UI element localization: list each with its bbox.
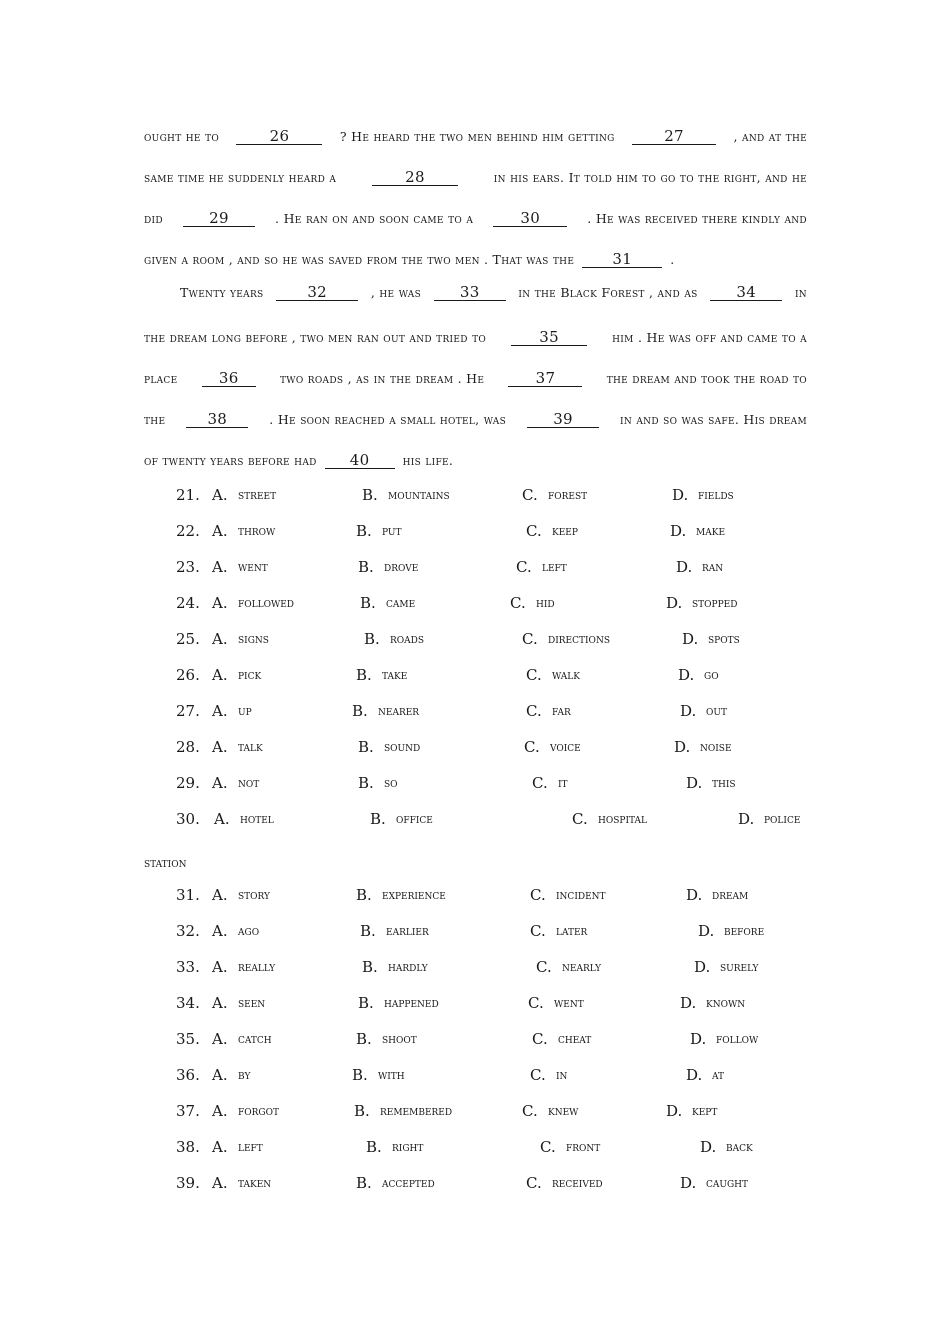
option-label-a: A. bbox=[212, 1138, 228, 1156]
option-label-a: A. bbox=[212, 1102, 228, 1120]
option-c: cheat bbox=[558, 1032, 592, 1047]
option-d: go bbox=[704, 668, 719, 683]
option-c: walk bbox=[552, 668, 581, 683]
option-b: experience bbox=[382, 888, 446, 903]
passage-line bbox=[144, 128, 807, 148]
option-c: voice bbox=[550, 740, 581, 755]
option-a: followed bbox=[238, 596, 294, 611]
option-label-d: D. bbox=[680, 702, 697, 720]
passage-line bbox=[144, 169, 807, 189]
option-d: fields bbox=[698, 488, 734, 503]
passage-text: . He soon reached a small hotel, was bbox=[269, 412, 507, 427]
passage-line bbox=[144, 251, 807, 271]
option-d: back bbox=[726, 1140, 753, 1155]
option-label-d: D. bbox=[694, 958, 711, 976]
answer-blank: 26 bbox=[236, 128, 322, 145]
option-c: front bbox=[566, 1140, 601, 1155]
passage-text: given a room , and so he was saved from the two men . That was the bbox=[144, 252, 575, 267]
question-number: 27. bbox=[176, 702, 200, 720]
option-label-d: D. bbox=[678, 666, 695, 684]
option-a: not bbox=[238, 776, 260, 791]
option-a: catch bbox=[238, 1032, 272, 1047]
option-label-c: C. bbox=[530, 886, 546, 904]
option-label-b: B. bbox=[356, 1174, 372, 1192]
option-c: incident bbox=[556, 888, 606, 903]
passage-line bbox=[144, 210, 807, 230]
option-a: taken bbox=[238, 1176, 272, 1191]
option-label-a: A. bbox=[212, 1030, 228, 1048]
passage-text: . He was received there kindly and bbox=[587, 211, 807, 226]
question-row bbox=[176, 558, 816, 580]
option-label-d: D. bbox=[690, 1030, 707, 1048]
answer-blank: 36 bbox=[202, 370, 256, 387]
option-b: happened bbox=[384, 996, 439, 1011]
question-number: 22. bbox=[176, 522, 200, 540]
passage-text: ? He heard the two men behind him getting bbox=[339, 129, 615, 144]
option-label-a: A. bbox=[214, 810, 230, 828]
passage-text: the bbox=[144, 412, 166, 427]
option-c: later bbox=[556, 924, 588, 939]
option-a: signs bbox=[238, 632, 269, 647]
option-label-c: C. bbox=[526, 666, 542, 684]
option-d: make bbox=[696, 524, 726, 539]
option-label-c: C. bbox=[526, 522, 542, 540]
question-row bbox=[176, 702, 816, 724]
passage-text: Twenty years bbox=[180, 285, 264, 300]
option-label-b: B. bbox=[366, 1138, 382, 1156]
passage-text: in and so was safe. His dream bbox=[620, 412, 807, 427]
option-label-b: B. bbox=[358, 774, 374, 792]
option-c: received bbox=[552, 1176, 603, 1191]
option-label-d: D. bbox=[670, 522, 687, 540]
option-a: up bbox=[238, 704, 252, 719]
option-label-d: D. bbox=[680, 994, 697, 1012]
option-label-b: B. bbox=[352, 702, 368, 720]
option-b: office bbox=[396, 812, 433, 827]
question-row bbox=[176, 1030, 816, 1052]
option-label-c: C. bbox=[532, 774, 548, 792]
passage-text: of twenty years before had bbox=[144, 453, 317, 468]
option-label-b: B. bbox=[362, 958, 378, 976]
option-a: throw bbox=[238, 524, 276, 539]
option-label-a: A. bbox=[212, 1174, 228, 1192]
answer-blank: 34 bbox=[710, 284, 782, 301]
question-number: 39. bbox=[176, 1174, 200, 1192]
option-label-b: B. bbox=[358, 994, 374, 1012]
answer-blank: 35 bbox=[511, 329, 587, 346]
option-a: story bbox=[238, 888, 270, 903]
option-a: hotel bbox=[240, 812, 274, 827]
option-d: this bbox=[712, 776, 736, 791]
question-row bbox=[176, 1174, 816, 1196]
option-label-c: C. bbox=[528, 994, 544, 1012]
option-b: accepted bbox=[382, 1176, 435, 1191]
option-label-c: C. bbox=[526, 1174, 542, 1192]
answer-blank: 27 bbox=[632, 128, 716, 145]
option-label-a: A. bbox=[212, 522, 228, 540]
answer-blank: 30 bbox=[493, 210, 567, 227]
option-label-a: A. bbox=[212, 774, 228, 792]
option-label-a: A. bbox=[212, 486, 228, 504]
answer-blank: 29 bbox=[183, 210, 255, 227]
option-d: caught bbox=[706, 1176, 749, 1191]
option-label-c: C. bbox=[540, 1138, 556, 1156]
option-d: surely bbox=[720, 960, 759, 975]
option-label-c: C. bbox=[526, 702, 542, 720]
passage-text: in his ears. It told him to go to the right, and he bbox=[493, 170, 807, 185]
passage-text: . bbox=[670, 252, 675, 267]
option-label-a: A. bbox=[212, 886, 228, 904]
question-row bbox=[176, 922, 816, 944]
option-b: hardly bbox=[388, 960, 428, 975]
option-label-d: D. bbox=[676, 558, 693, 576]
question-row bbox=[176, 810, 816, 832]
option-label-b: B. bbox=[358, 738, 374, 756]
passage-line bbox=[144, 411, 807, 431]
option-label-a: A. bbox=[212, 558, 228, 576]
question-row bbox=[176, 594, 816, 616]
option-label-c: C. bbox=[532, 1030, 548, 1048]
passage-text: , he was bbox=[370, 285, 422, 300]
question-number: 25. bbox=[176, 630, 200, 648]
option-label-a: A. bbox=[212, 922, 228, 940]
question-number: 29. bbox=[176, 774, 200, 792]
option-label-c: C. bbox=[524, 738, 540, 756]
option-d: dream bbox=[712, 888, 749, 903]
question-row bbox=[176, 1102, 816, 1124]
option-label-d: D. bbox=[738, 810, 755, 828]
option-c: hid bbox=[536, 596, 555, 611]
answer-blank: 28 bbox=[372, 169, 458, 186]
option-label-d: D. bbox=[666, 594, 683, 612]
passage-line bbox=[144, 370, 807, 390]
passage-text: , and at the bbox=[733, 129, 807, 144]
option-b: mountains bbox=[388, 488, 450, 503]
question-number: 26. bbox=[176, 666, 200, 684]
option-label-d: D. bbox=[666, 1102, 683, 1120]
answer-blank: 39 bbox=[527, 411, 599, 428]
option-b: shoot bbox=[382, 1032, 417, 1047]
passage-text: same time he suddenly heard a bbox=[144, 170, 337, 185]
answer-blank: 31 bbox=[582, 251, 662, 268]
option-label-a: A. bbox=[212, 958, 228, 976]
passage-text: two roads , as in the dream . He bbox=[279, 371, 485, 386]
question-number: 38. bbox=[176, 1138, 200, 1156]
option-label-d: D. bbox=[672, 486, 689, 504]
option-c: keep bbox=[552, 524, 578, 539]
option-label-d: D. bbox=[686, 886, 703, 904]
option-label-b: B. bbox=[356, 1030, 372, 1048]
option-label-b: B. bbox=[358, 558, 374, 576]
question-row bbox=[176, 1066, 816, 1088]
option-label-c: C. bbox=[510, 594, 526, 612]
option-label-c: C. bbox=[536, 958, 552, 976]
answer-blank: 32 bbox=[276, 284, 358, 301]
passage-text: in the Black Forest , and as bbox=[518, 285, 698, 300]
option-d: before bbox=[724, 924, 765, 939]
option-label-b: B. bbox=[360, 922, 376, 940]
option-d: spots bbox=[708, 632, 740, 647]
answer-blank: 33 bbox=[434, 284, 506, 301]
option-a: by bbox=[238, 1068, 251, 1083]
passage-line bbox=[144, 329, 807, 349]
option-label-a: A. bbox=[212, 630, 228, 648]
option-d: ran bbox=[702, 560, 724, 575]
option-c: knew bbox=[548, 1104, 579, 1119]
option-label-a: A. bbox=[212, 1066, 228, 1084]
question-number: 23. bbox=[176, 558, 200, 576]
option-d: out bbox=[706, 704, 727, 719]
option-a: left bbox=[238, 1140, 263, 1155]
question-row bbox=[176, 522, 816, 544]
passage-text: his life. bbox=[402, 453, 454, 468]
question-row bbox=[176, 630, 816, 652]
option-label-c: C. bbox=[522, 486, 538, 504]
option-label-b: B. bbox=[362, 486, 378, 504]
option-c: in bbox=[556, 1068, 568, 1083]
option-label-d: D. bbox=[686, 774, 703, 792]
option-b: so bbox=[384, 776, 398, 791]
option-label-b: B. bbox=[356, 666, 372, 684]
question-number: 35. bbox=[176, 1030, 200, 1048]
option-label-b: B. bbox=[356, 522, 372, 540]
option-b: right bbox=[392, 1140, 424, 1155]
option-c: directions bbox=[548, 632, 610, 647]
answer-blank: 37 bbox=[508, 370, 582, 387]
option-c: it bbox=[558, 776, 568, 791]
option-label-d: D. bbox=[682, 630, 699, 648]
passage-line bbox=[144, 452, 807, 472]
option-b: drove bbox=[384, 560, 419, 575]
option-c: forest bbox=[548, 488, 588, 503]
option-d: kept bbox=[692, 1104, 718, 1119]
question-number: 33. bbox=[176, 958, 200, 976]
passage-line bbox=[144, 284, 807, 304]
option-label-c: C. bbox=[572, 810, 588, 828]
option-d: noise bbox=[700, 740, 732, 755]
option-label-b: B. bbox=[360, 594, 376, 612]
option-label-a: A. bbox=[212, 666, 228, 684]
option-label-c: C. bbox=[516, 558, 532, 576]
option-b: nearer bbox=[378, 704, 420, 719]
option-b: remembered bbox=[380, 1104, 453, 1119]
question-number: 37. bbox=[176, 1102, 200, 1120]
option-b: roads bbox=[390, 632, 425, 647]
option-b: earlier bbox=[386, 924, 429, 939]
question-number: 32. bbox=[176, 922, 200, 940]
option-a: seen bbox=[238, 996, 266, 1011]
option-label-c: C. bbox=[522, 630, 538, 648]
question-row bbox=[176, 1138, 816, 1160]
option-b: put bbox=[382, 524, 402, 539]
question-number: 34. bbox=[176, 994, 200, 1012]
question-row bbox=[176, 886, 816, 908]
option-label-d: D. bbox=[686, 1066, 703, 1084]
question-number: 31. bbox=[176, 886, 200, 904]
option-d: police bbox=[764, 812, 801, 827]
passage-text: . He ran on and soon came to a bbox=[275, 211, 474, 226]
option-label-b: B. bbox=[364, 630, 380, 648]
option-c: nearly bbox=[562, 960, 602, 975]
question-number: 30. bbox=[176, 810, 200, 828]
option-a: ago bbox=[238, 924, 260, 939]
option-a: street bbox=[238, 488, 277, 503]
option-label-b: B. bbox=[352, 1066, 368, 1084]
passage-text: in bbox=[794, 285, 807, 300]
option-c: went bbox=[554, 996, 584, 1011]
option-b: take bbox=[382, 668, 408, 683]
passage-text: the dream and took the road to bbox=[606, 371, 807, 386]
option-d: at bbox=[712, 1068, 725, 1083]
passage-text: did bbox=[144, 211, 163, 226]
option-a: really bbox=[238, 960, 276, 975]
option-label-a: A. bbox=[212, 594, 228, 612]
option-d: follow bbox=[716, 1032, 759, 1047]
option-label-d: D. bbox=[674, 738, 691, 756]
option-label-a: A. bbox=[212, 738, 228, 756]
passage-text: the dream long before , two men ran out and tried to bbox=[144, 330, 487, 345]
option-d-continuation: station bbox=[144, 856, 187, 871]
question-number: 21. bbox=[176, 486, 200, 504]
passage-text: ought he to bbox=[144, 129, 220, 144]
option-a: forgot bbox=[238, 1104, 279, 1119]
option-label-b: B. bbox=[354, 1102, 370, 1120]
question-row bbox=[176, 486, 816, 508]
question-row bbox=[176, 666, 816, 688]
option-c: left bbox=[542, 560, 567, 575]
question-row bbox=[176, 774, 816, 796]
option-a: went bbox=[238, 560, 268, 575]
option-d: stopped bbox=[692, 596, 738, 611]
option-a: talk bbox=[238, 740, 263, 755]
option-d: known bbox=[706, 996, 746, 1011]
passage-text: him . He was off and came to a bbox=[612, 330, 807, 345]
option-label-a: A. bbox=[212, 994, 228, 1012]
option-label-d: D. bbox=[700, 1138, 717, 1156]
option-label-b: B. bbox=[370, 810, 386, 828]
option-c: far bbox=[552, 704, 571, 719]
question-row bbox=[176, 738, 816, 760]
option-label-c: C. bbox=[530, 922, 546, 940]
option-label-a: A. bbox=[212, 702, 228, 720]
answer-blank: 40 bbox=[325, 452, 395, 469]
question-row bbox=[176, 994, 816, 1016]
option-label-c: C. bbox=[530, 1066, 546, 1084]
answer-blank: 38 bbox=[186, 411, 248, 428]
option-label-b: B. bbox=[356, 886, 372, 904]
option-b: sound bbox=[384, 740, 421, 755]
option-label-d: D. bbox=[698, 922, 715, 940]
option-label-d: D. bbox=[680, 1174, 697, 1192]
option-c: hospital bbox=[598, 812, 647, 827]
passage-text: place bbox=[144, 371, 178, 386]
question-row bbox=[176, 958, 816, 980]
question-number: 24. bbox=[176, 594, 200, 612]
option-label-c: C. bbox=[522, 1102, 538, 1120]
option-b: with bbox=[378, 1068, 405, 1083]
option-a: pick bbox=[238, 668, 262, 683]
option-b: came bbox=[386, 596, 416, 611]
question-number: 28. bbox=[176, 738, 200, 756]
question-number: 36. bbox=[176, 1066, 200, 1084]
